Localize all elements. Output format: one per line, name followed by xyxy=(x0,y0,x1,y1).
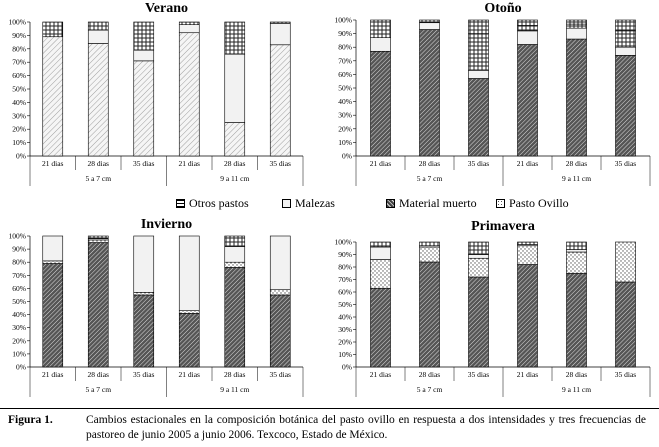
x-tick-label: 21 dias xyxy=(369,159,392,168)
bar-segment-malezas xyxy=(420,23,440,30)
x-tick-label: 21 dias xyxy=(42,370,64,379)
bar-segment-otros xyxy=(371,242,391,247)
bar-segment-otros xyxy=(469,20,489,34)
bar-segment-malezas xyxy=(134,236,154,292)
y-tick-label: 0% xyxy=(342,151,352,161)
x-tick-label: 28 dias xyxy=(565,370,588,379)
bar-segment-malezas xyxy=(270,236,290,290)
bar-segment-ovillo xyxy=(225,123,245,157)
x-tick-label: 28 dias xyxy=(565,159,588,168)
y-tick-label: 10% xyxy=(12,138,26,148)
chart-title: Otoño xyxy=(484,1,522,16)
bar-segment-muerto xyxy=(270,295,290,367)
x-tick-label: 35 dias xyxy=(269,370,291,379)
bar-segment-ovillo xyxy=(134,292,154,295)
bar-segment-malezas xyxy=(567,250,587,253)
y-tick-label: 70% xyxy=(12,270,26,280)
bar-segment-ovillo xyxy=(43,37,63,156)
legend-label: Material muerto xyxy=(399,196,477,210)
bar-segment-otros xyxy=(225,236,245,246)
x-tick-label: 35 dias xyxy=(133,159,155,168)
group-label: 5 a 7 cm xyxy=(85,174,112,183)
bar-segment-muerto xyxy=(616,282,636,367)
y-tick-label: 90% xyxy=(12,244,26,254)
group-label: 9 a 11 cm xyxy=(220,385,250,394)
x-tick-label: 21 dias xyxy=(516,370,539,379)
y-tick-label: 0% xyxy=(16,151,26,161)
bar-segment-otros xyxy=(518,20,538,25)
bar-segment-muerto xyxy=(371,288,391,367)
bar-segment-muerto xyxy=(518,265,538,368)
bar-segment-otros xyxy=(225,22,245,54)
bar-segment-ovillo xyxy=(518,246,538,265)
bar-segment-malezas xyxy=(518,31,538,45)
bar-segment-ovillo xyxy=(179,33,199,156)
bar-segment-malezas xyxy=(270,23,290,44)
legend-label: Malezas xyxy=(295,196,335,210)
y-tick-label: 70% xyxy=(12,57,26,67)
x-tick-label: 21 dias xyxy=(42,159,64,168)
bar-segment-malezas xyxy=(179,236,199,311)
chart-title: Verano xyxy=(144,1,189,16)
y-tick-label: 100% xyxy=(334,237,352,247)
x-tick-label: 35 dias xyxy=(269,159,291,168)
bar-segment-ovillo xyxy=(88,43,108,156)
chart-legend xyxy=(0,196,659,216)
legend-item-muerto xyxy=(386,196,477,211)
x-tick-label: 28 dias xyxy=(224,370,246,379)
chart-title: Invierno xyxy=(140,217,193,232)
y-tick-label: 60% xyxy=(338,287,352,297)
y-tick-label: 80% xyxy=(338,42,352,52)
legend-swatch xyxy=(282,199,291,208)
bar-segment-muerto xyxy=(567,39,587,156)
bar-segment-otros xyxy=(616,31,636,47)
group-label: 5 a 7 cm xyxy=(416,385,443,394)
bar-segment-otros xyxy=(616,20,636,31)
caption-divider xyxy=(0,408,659,409)
group-label: 5 a 7 cm xyxy=(85,385,112,394)
bar-segment-malezas xyxy=(616,47,636,55)
bar-segment-otros xyxy=(518,25,538,30)
bar-segment-muerto xyxy=(420,262,440,367)
y-tick-label: 50% xyxy=(338,300,352,309)
bar-segment-muerto xyxy=(567,273,587,367)
bar-segment-ovillo xyxy=(371,260,391,289)
bar-segment-malezas xyxy=(469,70,489,78)
bar-segment-malezas xyxy=(469,255,489,259)
y-tick-label: 0% xyxy=(16,362,26,372)
bar-segment-otros xyxy=(179,22,199,25)
bar-segment-ovillo xyxy=(270,45,290,156)
x-tick-label: 28 dias xyxy=(224,159,246,168)
y-tick-label: 30% xyxy=(338,325,352,334)
y-tick-label: 60% xyxy=(12,283,26,293)
legend-item-ovillo xyxy=(496,196,569,211)
x-tick-label: 21 dias xyxy=(516,159,539,168)
bar-segment-ovillo xyxy=(179,311,199,314)
bar-segment-otros xyxy=(43,22,63,37)
bar-segment-ovillo xyxy=(43,261,63,264)
bar-segment-malezas xyxy=(134,50,154,61)
figure-caption xyxy=(8,413,658,443)
bar-segment-muerto xyxy=(371,51,391,156)
y-tick-label: 60% xyxy=(12,71,26,81)
bar-segment-malezas xyxy=(43,236,63,261)
x-tick-label: 21 dias xyxy=(178,370,200,379)
bar-segment-muerto xyxy=(469,78,489,156)
bar-segment-malezas xyxy=(567,28,587,39)
chart-title: Primavera xyxy=(471,219,535,234)
y-tick-label: 20% xyxy=(338,124,352,134)
bar-segment-ovillo xyxy=(270,290,290,295)
bar-segment-otros xyxy=(567,242,587,250)
y-tick-label: 20% xyxy=(12,336,26,346)
group-label: 9 a 11 cm xyxy=(561,174,592,183)
y-tick-label: 30% xyxy=(12,111,26,121)
bar-segment-malezas xyxy=(225,246,245,262)
chart-panel-3 xyxy=(335,219,651,397)
y-tick-label: 50% xyxy=(12,297,26,306)
y-tick-label: 80% xyxy=(338,262,352,272)
bar-segment-otros xyxy=(567,24,587,28)
y-tick-label: 10% xyxy=(338,137,352,147)
y-tick-label: 40% xyxy=(12,97,26,107)
y-tick-label: 80% xyxy=(12,257,26,267)
y-tick-label: 0% xyxy=(342,362,352,372)
y-tick-label: 90% xyxy=(338,29,352,39)
y-tick-label: 40% xyxy=(338,97,352,107)
bar-segment-muerto xyxy=(134,295,154,367)
y-tick-label: 90% xyxy=(12,30,26,40)
y-tick-label: 10% xyxy=(338,350,352,359)
y-tick-label: 90% xyxy=(338,250,352,259)
y-tick-label: 50% xyxy=(12,84,26,94)
x-tick-label: 35 dias xyxy=(133,370,155,379)
bar-segment-ovillo xyxy=(134,61,154,156)
y-tick-label: 70% xyxy=(338,56,352,66)
x-tick-label: 21 dias xyxy=(178,159,200,168)
x-tick-label: 28 dias xyxy=(418,159,441,168)
x-tick-label: 21 dias xyxy=(369,370,392,379)
bar-segment-otros xyxy=(371,20,391,38)
y-tick-label: 100% xyxy=(8,231,26,241)
y-tick-label: 30% xyxy=(12,323,26,333)
bar-segment-ovillo xyxy=(616,242,636,282)
bar-segment-otros xyxy=(420,242,440,246)
bar-segment-malezas xyxy=(371,247,391,260)
bar-segment-ovillo xyxy=(469,258,489,277)
bar-segment-otros xyxy=(469,34,489,71)
legend-label: Pasto Ovillo xyxy=(509,196,569,210)
y-tick-label: 40% xyxy=(12,310,26,320)
chart-panel-1 xyxy=(335,1,651,186)
bar-segment-muerto xyxy=(225,267,245,367)
y-tick-label: 70% xyxy=(338,275,352,284)
legend-swatch xyxy=(176,199,185,208)
bar-segment-ovillo xyxy=(567,252,587,273)
bar-segment-otros xyxy=(88,22,108,30)
group-label: 9 a 11 cm xyxy=(220,174,250,183)
bar-segment-ovillo xyxy=(88,240,108,243)
bar-segment-malezas xyxy=(88,30,108,43)
x-tick-label: 28 dias xyxy=(87,370,109,379)
bar-segment-malezas xyxy=(179,25,199,33)
bar-segment-otros xyxy=(420,20,440,23)
bar-segment-malezas xyxy=(371,38,391,52)
y-tick-label: 50% xyxy=(338,83,352,93)
x-tick-label: 35 dias xyxy=(614,159,637,168)
bar-segment-ovillo xyxy=(420,247,440,262)
bar-segment-malezas xyxy=(225,54,245,122)
bar-segment-otros xyxy=(88,236,108,239)
legend-label: Otros pastos xyxy=(189,196,249,210)
legend-item-malezas xyxy=(282,196,335,211)
bar-segment-muerto xyxy=(88,243,108,367)
figure-label: Figura 1. xyxy=(8,414,53,426)
x-tick-label: 28 dias xyxy=(418,370,441,379)
group-label: 5 a 7 cm xyxy=(416,174,443,183)
legend-item-otros xyxy=(176,196,249,211)
caption-text: Cambios estacionales en la composición botánica del pasto ovillo en respuesta a dos intensidades y tres frecuencias de pastoreo de junio 2005 a junio 2006. Texcoco, Estado de México. xyxy=(86,414,646,441)
bar-segment-muerto xyxy=(469,277,489,367)
y-tick-label: 10% xyxy=(12,349,26,359)
bar-segment-otros xyxy=(469,242,489,255)
y-tick-label: 30% xyxy=(338,110,352,120)
x-tick-label: 35 dias xyxy=(467,159,490,168)
bar-segment-otros xyxy=(270,22,290,23)
legend-swatch xyxy=(386,199,395,208)
y-tick-label: 20% xyxy=(338,337,352,347)
y-tick-label: 80% xyxy=(12,44,26,54)
bar-segment-muerto xyxy=(518,44,538,156)
bar-segment-ovillo xyxy=(225,262,245,267)
group-label: 9 a 11 cm xyxy=(561,385,592,394)
y-tick-label: 40% xyxy=(338,312,352,322)
x-tick-label: 35 dias xyxy=(614,370,637,379)
bar-segment-otros xyxy=(134,22,154,50)
x-tick-label: 28 dias xyxy=(87,159,109,168)
bar-segment-muerto xyxy=(420,30,440,156)
y-tick-label: 60% xyxy=(338,69,352,79)
y-tick-label: 100% xyxy=(8,17,26,27)
legend-swatch xyxy=(496,199,505,208)
bar-segment-muerto xyxy=(179,313,199,367)
bar-segment-muerto xyxy=(616,55,636,156)
x-tick-label: 35 dias xyxy=(467,370,490,379)
bar-segment-otros xyxy=(567,20,587,24)
chart-panel-2 xyxy=(9,217,304,397)
chart-panel-0 xyxy=(9,1,304,186)
y-tick-label: 100% xyxy=(334,15,352,25)
bar-segment-otros xyxy=(518,242,538,245)
bar-segment-muerto xyxy=(43,264,63,367)
y-tick-label: 20% xyxy=(12,124,26,134)
